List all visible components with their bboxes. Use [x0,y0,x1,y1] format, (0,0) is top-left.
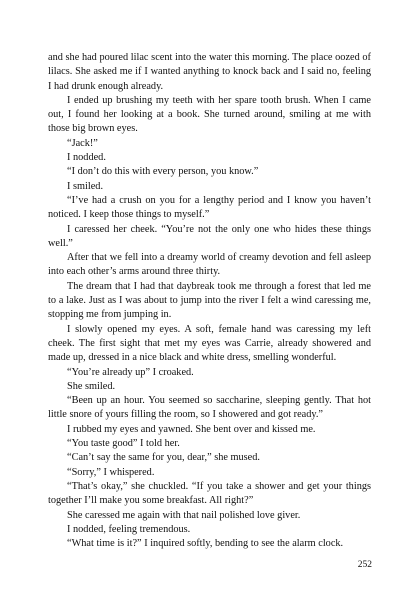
paragraph: I caressed her cheek. “You’re not the only one who hides these things well.” [48,223,371,249]
paragraph: “Jack!” [67,137,98,149]
paragraph: I slowly opened my eyes. A soft, female hand was caressing my left cheek. The first sight that met my eyes was Carrie, already showered and made up, dressed in a nice black and white dress, smelling wonderful. [48,323,371,364]
paragraph: “Can’t say the same for you, dear,” she mused. [67,452,260,464]
paragraph: “You taste good” I told her. [67,438,180,450]
paragraph: “You’re already up” I croaked. [67,366,194,378]
paragraph: and she had poured lilac scent into the water this morning. The place oozed of lilacs. She asked me if I wanted anything to knock back and I said no, feeling I had drunk enough already. [48,52,371,92]
page-number: 252 [357,560,372,570]
paragraph: “What time is it?” I inquired softly, bending to see the alarm clock. [67,538,344,550]
paragraph: “Sorry,” I whispered. [67,466,155,478]
paragraph: “That’s okay,” she chuckled. “If you take a shower and get your things together I’ll make you some breakfast. All right?” [48,480,371,507]
paragraph: I smiled. [67,180,104,192]
paragraph: I rubbed my eyes and yawned. She bent over and kissed me. [67,423,316,435]
paragraph: I ended up brushing my teeth with her spare tooth brush. When I came out, I found her looking at a book. She turned around, smiling at me with those big brown eyes. [48,94,371,135]
paragraph: “I don’t do this with every person, you know.” [67,166,259,178]
paragraph: After that we fell into a dreamy world of creamy devotion and fell asleep into each other’s arms around three thirty. [48,252,371,278]
paragraph: “I’ve had a crush on you for a lengthy period and I know you haven’t noticed. I keep those things to myself.” [48,194,371,221]
body-text [48,51,371,551]
paragraph: I nodded. [67,152,106,164]
paragraph: The dream that I had that daybreak took me through a forest that led me to a lake. Just as I was about to jump into the river I felt a wind caressing me, stopping me from jumping in. [48,280,371,321]
paragraph: “Been up an hour. You seemed so saccharine, sleeping gently. That hot little snore of yours filling the room, so I showered and got ready.” [48,395,371,421]
paragraph: She smiled. [67,380,116,392]
paragraph: She caressed me again with that nail polished love giver. [67,509,301,521]
paragraph: I nodded, feeling tremendous. [67,523,191,535]
